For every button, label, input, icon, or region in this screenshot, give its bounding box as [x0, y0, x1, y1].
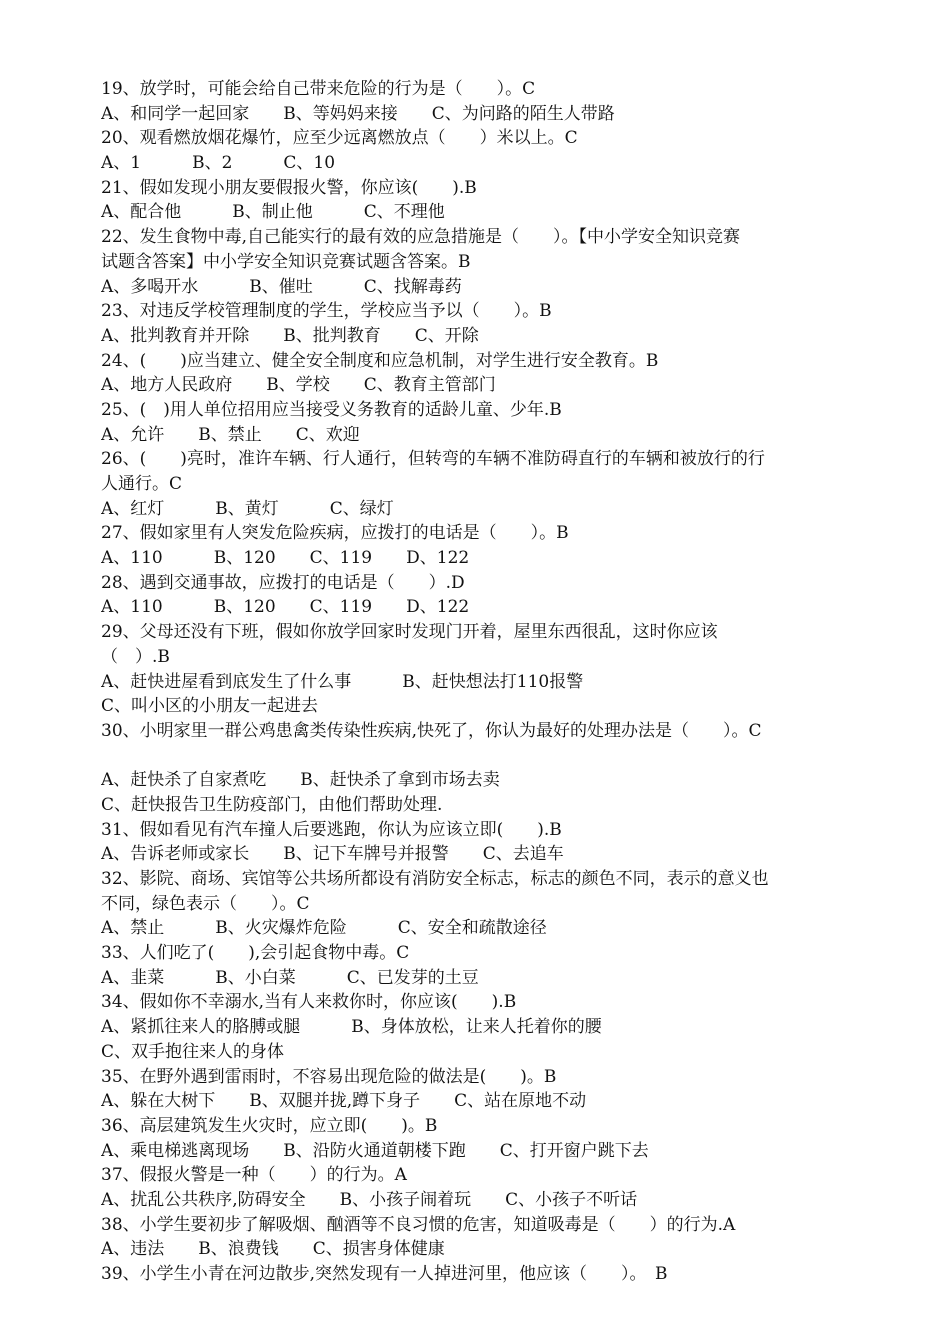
- text-line: 29、父母还没有下班，假如你放学回家时发现门开着，屋里东西很乱，这时你应该: [101, 622, 718, 643]
- text-line: 22、发生食物中毒,自己能实行的最有效的应急措施是（ ）。【中小学安全知识竞赛: [101, 227, 741, 248]
- text-line: A、违法 B、浪费钱 C、损害身体健康: [101, 1239, 445, 1260]
- text-line: A、红灯 B、黄灯 C、绿灯: [101, 498, 394, 519]
- text-line: 28、遇到交通事故，应拨打的电话是（ ）.D: [101, 572, 465, 593]
- text-line: A、批判教育并开除 B、批判教育 C、开除: [101, 325, 479, 346]
- text-line: A、110 B、120 C、119 D、122: [101, 548, 470, 569]
- text-line: 32、影院、商场、宾馆等公共场所都设有消防安全标志，标志的颜色不同，表示的意义也: [101, 869, 769, 889]
- text-line: C、赶快报告卫生防疫部门，由他们帮助处理.: [101, 794, 443, 815]
- text-line: A、和同学一起回家 B、等妈妈来接 C、为问路的陌生人带路: [101, 103, 615, 124]
- text-line: 33、人们吃了( ),会引起食物中毒。C: [101, 943, 410, 964]
- text-line: 27、假如家里有人突发危险疾病，应拨打的电话是（ ）。B: [101, 523, 569, 544]
- text-line: （ ）.B: [101, 646, 170, 667]
- text-line: A、多喝开水 B、催吐 C、找解毒药: [101, 276, 462, 297]
- text-line: 31、假如看见有汽车撞人后要逃跑，你认为应该立即( ).B: [101, 819, 562, 840]
- text-line: A、躲在大树下 B、双腿并拢,蹲下身子 C、站在原地不动: [101, 1091, 587, 1112]
- text-line: 人通行。C: [101, 474, 183, 494]
- text-line: C、双手抱往来人的身体: [101, 1041, 285, 1062]
- text-line: 20、观看燃放烟花爆竹，应至少远离燃放点（ ）米以上。C: [101, 128, 578, 149]
- text-line: 19、放学时，可能会给自己带来危险的行为是（ ）。C: [101, 79, 536, 99]
- text-line: 37、假报火警是一种（ ）的行为。A: [101, 1165, 407, 1186]
- text-line: A、110 B、120 C、119 D、122: [101, 597, 470, 618]
- text-line: A、地方人民政府 B、学校 C、教育主管部门: [101, 375, 496, 396]
- text-line: [101, 744, 861, 769]
- text-line: A、韭菜 B、小白菜 C、已发芽的土豆: [101, 967, 479, 988]
- text-line: A、赶快进屋看到底发生了什么事 B、赶快想法打110报警: [101, 671, 584, 692]
- text-line: 34、假如你不幸溺水,当有人来救你时，你应该( ).B: [101, 992, 517, 1013]
- text-line: 24、( )应当建立、健全安全制度和应急机制，对学生进行安全教育。B: [101, 350, 659, 371]
- text-line: C、叫小区的小朋友一起进去: [101, 696, 319, 717]
- text-line: 30、小明家里一群公鸡患禽类传染性疾病,快死了，你认为最好的处理办法是（ ）。C: [101, 720, 762, 741]
- text-line: 26、( )亮时，准许车辆、行人通行，但转弯的车辆不准防碍直行的车辆和被放行的行: [101, 449, 765, 470]
- text-line: 25、( )用人单位招用应当接受义务教育的适龄儿童、少年.B: [101, 399, 562, 420]
- text-line: 试题含答案】中小学安全知识竞赛试题含答案。B: [101, 251, 471, 272]
- text-line: A、赶快杀了自家煮吃 B、赶快杀了拿到市场去卖: [101, 770, 500, 791]
- text-line: 39、小学生小青在河边散步,突然发现有一人掉进河里，他应该（ ）。 B: [101, 1264, 668, 1284]
- document-body: [101, 77, 861, 1287]
- text-line: A、配合他 B、制止他 C、不理他: [101, 202, 445, 223]
- text-line: 23、对违反学校管理制度的学生，学校应当予以（ ）。B: [101, 301, 552, 322]
- text-line: A、允许 B、禁止 C、欢迎: [101, 424, 360, 445]
- text-line: A、禁止 B、火灾爆炸危险 C、安全和疏散途径: [101, 918, 547, 939]
- text-line: A、1 B、2 C、10: [101, 153, 336, 174]
- text-line: A、告诉老师或家长 B、记下车牌号并报警 C、去追车: [101, 844, 564, 865]
- text-line: 38、小学生要初步了解吸烟、酗酒等不良习惯的危害，知道吸毒是（ ）的行为.A: [101, 1214, 736, 1235]
- text-line: 35、在野外遇到雷雨时，不容易出现危险的做法是( )。B: [101, 1066, 557, 1087]
- text-line: A、乘电梯逃离现场 B、沿防火通道朝楼下跑 C、打开窗户跳下去: [101, 1140, 649, 1161]
- text-line: A、紧抓往来人的胳膊或腿 B、身体放松，让来人托着你的腰: [101, 1017, 602, 1038]
- text-line: 不同，绿色表示（ ）。C: [101, 893, 310, 914]
- text-line: 36、高层建筑发生火灾时，应立即( )。B: [101, 1115, 438, 1136]
- text-line: 21、假如发现小朋友要假报火警，你应该( ).B: [101, 177, 477, 198]
- text-line: A、扰乱公共秩序,防碍安全 B、小孩子闹着玩 C、小孩子不听话: [101, 1189, 638, 1210]
